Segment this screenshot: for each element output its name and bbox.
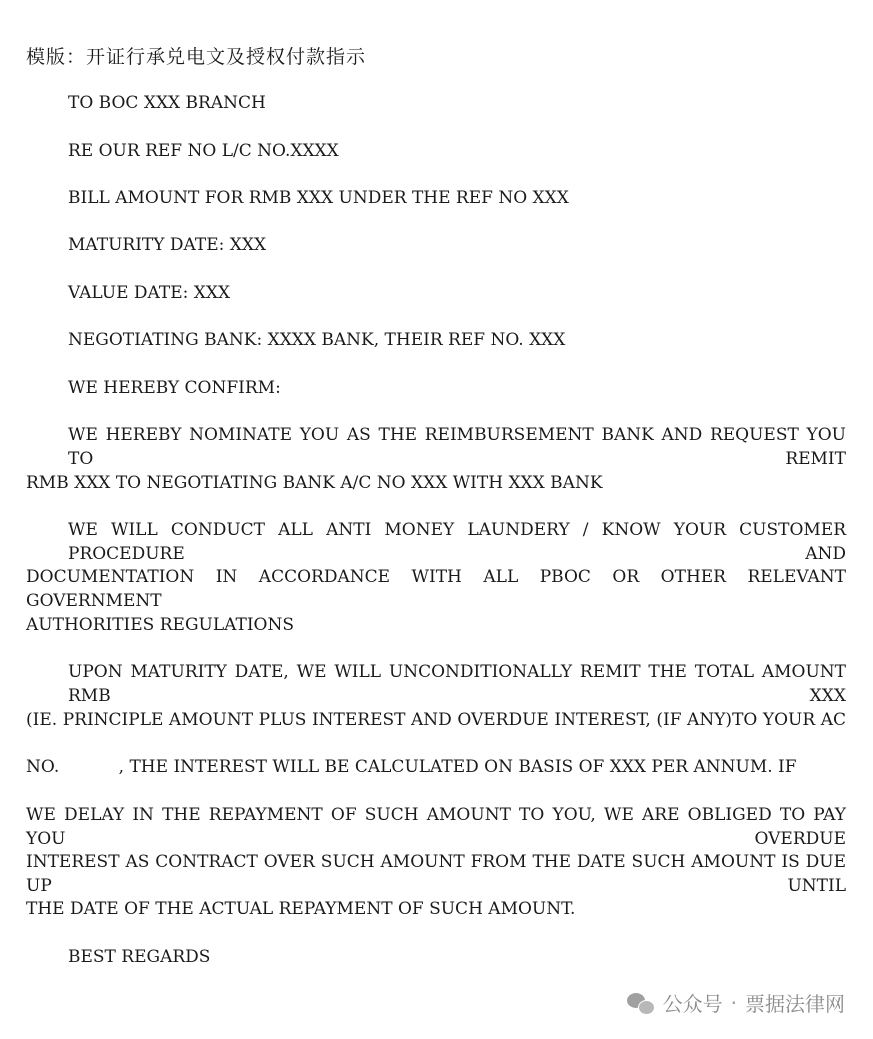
doc-line-bill-amount: BILL AMOUNT FOR RMB XXX UNDER THE REF NO XXX	[68, 188, 569, 208]
doc-line-value-date: VALUE DATE: XXX	[68, 283, 231, 303]
doc-line-to: TO BOC XXX BRANCH	[68, 93, 266, 113]
doc-line-aml: WE WILL CONDUCT ALL ANTI MONEY LAUNDERY / KNOW YOUR CUSTOMER PROCEDURE AND	[68, 520, 846, 564]
doc-line-actual-repayment: THE DATE OF THE ACTUAL REPAYMENT OF SUCH AMOUNT.	[26, 899, 576, 919]
doc-line-delay: WE DELAY IN THE REPAYMENT OF SUCH AMOUNT TO YOU, WE ARE OBLIGED TO PAY YOU OVERDUE	[26, 805, 846, 849]
doc-line-remit: RMB XXX TO NEGOTIATING BANK A/C NO XXX WITH XXX BANK	[26, 473, 603, 493]
doc-line-maturity-date: MATURITY DATE: XXX	[68, 235, 267, 255]
doc-line-interest: INTEREST AS CONTRACT OVER SUCH AMOUNT FROM THE DATE SUCH AMOUNT IS DUE UP UNTIL	[26, 852, 846, 896]
document-title: 模版：开证行承兑电文及授权付款指示	[26, 46, 367, 68]
doc-line-negotiating-bank: NEGOTIATING BANK: XXXX BANK, THEIR REF NO. XXX	[68, 330, 566, 350]
watermark-name: 票据法律网	[745, 992, 845, 1016]
watermark-prefix: 公众号	[662, 992, 723, 1016]
doc-line-nominate: WE HEREBY NOMINATE YOU AS THE REIMBURSEMENT BANK AND REQUEST YOU TO REMIT	[68, 425, 846, 469]
doc-line-best-regards: BEST REGARDS	[68, 947, 211, 967]
doc-line-regulations: AUTHORITIES REGULATIONS	[26, 615, 294, 635]
doc-line-upon-maturity: UPON MATURITY DATE, WE WILL UNCONDITIONALLY REMIT THE TOTAL AMOUNT RMB XXX	[68, 662, 846, 706]
wechat-icon	[627, 991, 655, 1015]
doc-line-account-no: NO. , THE INTEREST WILL BE CALCULATED ON BASIS OF XXX PER ANNUM. IF	[26, 757, 797, 777]
doc-line-documentation: DOCUMENTATION IN ACCORDANCE WITH ALL PBOC OR OTHER RELEVANT GOVERNMENT	[26, 567, 846, 611]
watermark	[627, 988, 845, 1017]
watermark-separator: ·	[730, 990, 737, 1015]
doc-line-principle: (IE. PRINCIPLE AMOUNT PLUS INTEREST AND OVERDUE INTEREST, (IF ANY)TO YOUR AC	[26, 710, 846, 730]
doc-line-ref: RE OUR REF NO L/C NO.XXXX	[68, 141, 339, 161]
doc-line-confirm: WE HEREBY CONFIRM:	[68, 378, 281, 398]
